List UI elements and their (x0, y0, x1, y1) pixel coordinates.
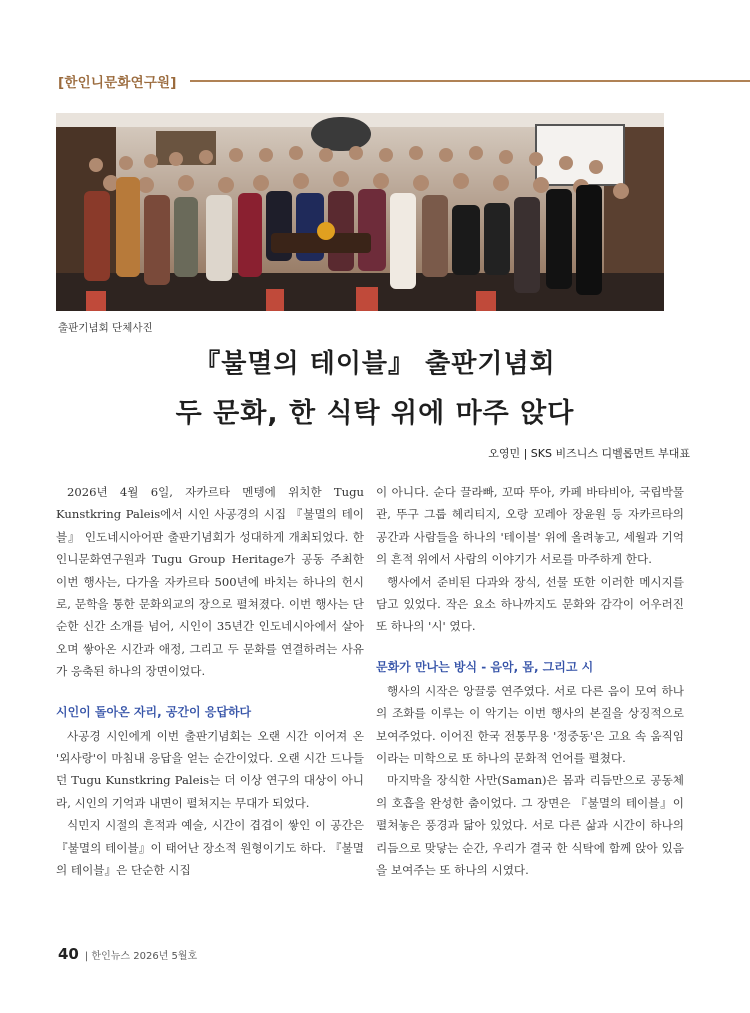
headline-line2: 두 문화, 한 식탁 위에 마주 앉다 (175, 398, 575, 429)
paragraph-continued: 이 아니다. 순다 끌라빠, 꼬따 뚜아, 카페 바타비아, 국립박물관, 뚜구 그룹 헤리티지, 오랑 꼬레아 장윤원 등 자카르타의 공간과 사람들을 하나의 '테이블' 위에 올려놓고, 세월과 기억의 흔적 위에서 사람의 이야기가 서로를 마주하게 한다. (376, 485, 684, 567)
paragraph: 행사에서 준비된 다과와 장식, 선물 또한 이러한 메시지를 담고 있었다. 작은 요소 하나까지도 문화와 감각이 어우러진 또 하나의 '시' 였다. (376, 574, 684, 634)
byline: 오영민 | SKS 비즈니스 디벨롭먼트 부대표 (488, 447, 690, 460)
page-number: 40 (58, 945, 79, 963)
paragraph: 마지막을 장식한 사만(Saman)은 몸과 리듬만으로 공동체의 호흡을 완성한 춤이었다. 그 장면은 『불멸의 테이블』이 펼쳐놓은 풍경과 닮아 있었다. 서로 다른 삶과 시간이 하나의 리듬으로 맞닿는 순간, 우리가 결국 한 식탁에 함께 앉아 있음을 보여주는 또 하나의 시였다. (376, 773, 684, 878)
headline-line1: 『불멸의 테이블』 출판기념회 (194, 349, 556, 379)
paragraph: 사공경 시인에게 이번 출판기념회는 오랜 시간 이어져 온 '외사랑'이 마침내 응답을 얻는 순간이었다. 오랜 시간 드나들던 Tugu Kunstkring Paleis는 더 이상 연구의 대상이 아니라, 시인의 기억과 내면이 펼쳐지는 무대가 되었다. (56, 728, 364, 810)
paragraph: 식민지 시절의 흔적과 예술, 시간이 겹겹이 쌓인 이 공간은 『불멸의 테이블』이 태어난 장소적 원형이기도 하다. 『불멸의 테이블』은 단순한 시집 (56, 818, 364, 878)
publication-info: | 한인뉴스 2026년 5월호 (84, 951, 198, 962)
left-column (56, 481, 364, 882)
subhead-poet-returns: 시인이 돌아온 자리, 공간이 응답하다 (56, 704, 252, 719)
intro-paragraph: 2026년 4월 6일, 자카르타 멘텡에 위치한 Tugu Kunstkring Paleis에서 시인 사공경의 시집 『불멸의 테이블』 인도네시아어판 출판기념회가 성대하게 개최되었다. 한인니문화연구원과 Tugu Group Heritage가 공동 주최한 이번 행사는, 다가올 자카르타 500년에 바치는 하나의 헌시로, 문학을 통한 문화외교의 장으로 펼쳐졌다. 이번 행사는 단순한 신간 소개를 넘어, 시인이 35년간 인도네시아에서 살아오며 쌓아온 시간과 애정, 그리고 두 문화를 연결하려는 사유가 응축된 하나의 장면이었다. (56, 485, 364, 679)
subhead-cultures-meet: 문화가 만나는 방식 - 음악, 몸, 그리고 시 (376, 659, 594, 674)
section-rule (190, 80, 750, 82)
section-tag: [한인니문화연구원] (58, 75, 177, 91)
paragraph: 행사의 시작은 앙끌룽 연주였다. 서로 다른 음이 모여 하나의 조화를 이루는 이 악기는 이번 행사의 본질을 상징적으로 보여주었다. 이어진 한국 전통무용 '정중동'은 고요 속 움직임이라는 미학으로 또 하나의 문화적 언어를 펼쳤다. (376, 683, 684, 766)
photo-caption: 출판기념회 단체사진 (58, 322, 153, 334)
page-footer (58, 945, 197, 963)
right-column (376, 481, 684, 882)
group-photo (56, 113, 664, 311)
